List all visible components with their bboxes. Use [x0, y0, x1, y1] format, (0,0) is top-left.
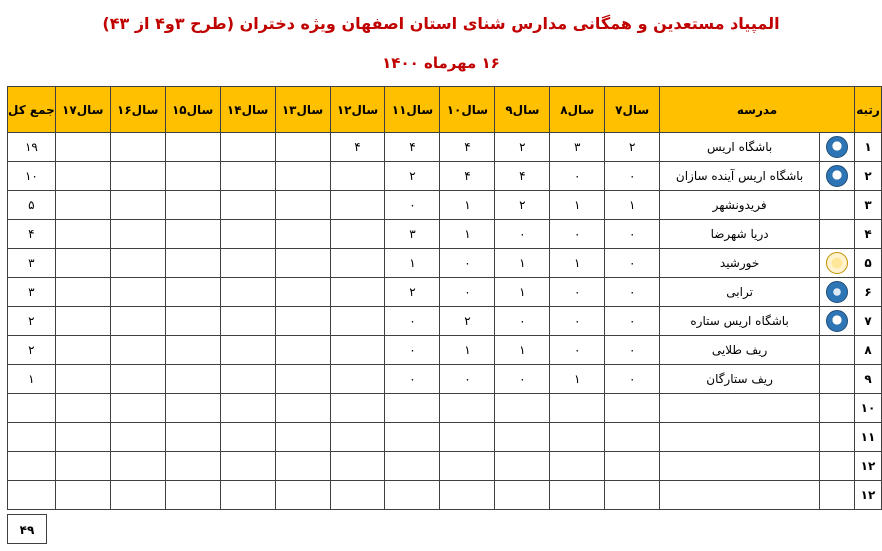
age-cell: [330, 191, 385, 220]
table-row: [8, 481, 882, 510]
age-cell: [550, 423, 605, 452]
header-age: ۱۷سال: [55, 87, 110, 133]
age-cell: ۰: [605, 249, 660, 278]
age-cell: [110, 162, 165, 191]
age-cell: ۰: [550, 220, 605, 249]
age-cell: ۰: [495, 220, 550, 249]
row-number: ۱۱: [854, 423, 881, 452]
row-number: ۹: [854, 365, 881, 394]
age-cell: [440, 394, 495, 423]
age-cell: [330, 278, 385, 307]
age-cell: ۴: [440, 133, 495, 162]
age-cell: [605, 481, 660, 510]
school-logo-cell: [820, 133, 855, 162]
age-cell: [165, 423, 220, 452]
age-cell: [495, 423, 550, 452]
age-cell: [330, 452, 385, 481]
age-cell: ۲: [605, 133, 660, 162]
age-cell: [165, 220, 220, 249]
school-name: [660, 394, 820, 423]
row-total: [8, 394, 56, 423]
school-name: باشگاه اریس آینده سازان: [660, 162, 820, 191]
age-cell: [220, 481, 275, 510]
row-number: ۳: [854, 191, 881, 220]
row-total: ۲: [8, 336, 56, 365]
age-cell: [165, 336, 220, 365]
age-cell: ۰: [605, 365, 660, 394]
age-cell: [220, 423, 275, 452]
row-number: ۱۲: [854, 481, 881, 510]
age-cell: [165, 481, 220, 510]
age-cell: [165, 394, 220, 423]
age-cell: [220, 365, 275, 394]
age-cell: ۲: [385, 278, 440, 307]
row-total: ۱۹: [8, 133, 56, 162]
age-cell: [55, 336, 110, 365]
school-logo-cell: [820, 336, 855, 365]
age-cell: [275, 249, 330, 278]
age-cell: [110, 423, 165, 452]
table-row: [8, 336, 882, 365]
age-cell: [330, 220, 385, 249]
school-name: ریف طلایی: [660, 336, 820, 365]
school-name: [660, 423, 820, 452]
row-total: ۱: [8, 365, 56, 394]
header-age: ۷سال: [605, 87, 660, 133]
page-title: المپیاد مستعدین و همگانی مدارس شنای استان اصفهان ویژه دختران (طرح ۳و۴ از ۴۳): [102, 14, 780, 33]
age-cell: [495, 394, 550, 423]
age-cell: [440, 423, 495, 452]
age-cell: [55, 220, 110, 249]
age-cell: [55, 365, 110, 394]
t-logo: [826, 281, 848, 303]
school-logo-cell: [820, 365, 855, 394]
age-cell: ۰: [440, 365, 495, 394]
age-cell: [110, 452, 165, 481]
age-cell: ۰: [605, 162, 660, 191]
age-cell: ۱: [550, 249, 605, 278]
age-cell: ۰: [495, 365, 550, 394]
header-age: ۱۴سال: [220, 87, 275, 133]
age-cell: ۰: [385, 336, 440, 365]
row-number: ۸: [854, 336, 881, 365]
table-row: [8, 452, 882, 481]
school-logo-cell: [820, 162, 855, 191]
row-number: ۱۰: [854, 394, 881, 423]
age-cell: [330, 336, 385, 365]
age-cell: [110, 336, 165, 365]
age-cell: ۰: [550, 162, 605, 191]
age-cell: ۱: [550, 365, 605, 394]
age-cell: ۱: [605, 191, 660, 220]
age-cell: [605, 394, 660, 423]
school-logo-cell: [820, 423, 855, 452]
age-cell: [165, 365, 220, 394]
age-cell: [550, 452, 605, 481]
age-cell: ۰: [605, 307, 660, 336]
school-logo-cell: [820, 452, 855, 481]
table-row: [8, 307, 882, 336]
age-cell: [385, 481, 440, 510]
row-number: ۱۲: [854, 452, 881, 481]
age-cell: [55, 191, 110, 220]
row-number: ۵: [854, 249, 881, 278]
row-total: ۲: [8, 307, 56, 336]
age-cell: [220, 452, 275, 481]
age-cell: ۲: [495, 191, 550, 220]
age-cell: ۰: [550, 307, 605, 336]
table-row: [8, 278, 882, 307]
age-cell: [55, 278, 110, 307]
table-row: [8, 423, 882, 452]
header-age: ۸سال: [550, 87, 605, 133]
age-cell: [275, 481, 330, 510]
age-cell: [55, 249, 110, 278]
age-cell: ۰: [550, 278, 605, 307]
age-cell: [220, 394, 275, 423]
header-age: ۹سال: [495, 87, 550, 133]
age-cell: ۰: [440, 249, 495, 278]
school-name: ریف ستارگان: [660, 365, 820, 394]
school-name: دریا شهرضا: [660, 220, 820, 249]
header-age: ۱۶سال: [110, 87, 165, 133]
age-cell: [385, 423, 440, 452]
age-cell: [275, 394, 330, 423]
page-date: ۱۶ مهرماه ۱۴۰۰: [382, 54, 500, 72]
age-cell: ۰: [550, 336, 605, 365]
age-cell: ۱: [495, 249, 550, 278]
age-cell: ۲: [385, 162, 440, 191]
age-cell: [220, 220, 275, 249]
age-cell: [220, 249, 275, 278]
club-logo: [826, 165, 848, 187]
age-cell: [605, 423, 660, 452]
age-cell: [220, 278, 275, 307]
age-cell: [55, 394, 110, 423]
school-name: ترابی: [660, 278, 820, 307]
age-cell: [275, 365, 330, 394]
age-cell: [55, 162, 110, 191]
age-cell: [220, 191, 275, 220]
header-age: ۱۱سال: [385, 87, 440, 133]
age-cell: ۱: [495, 278, 550, 307]
school-name: [660, 452, 820, 481]
age-cell: [165, 452, 220, 481]
table-row: [8, 249, 882, 278]
school-logo-cell: [820, 249, 855, 278]
age-cell: [605, 452, 660, 481]
age-cell: [550, 394, 605, 423]
age-cell: ۰: [605, 220, 660, 249]
age-cell: ۱: [385, 249, 440, 278]
age-cell: [110, 307, 165, 336]
club-logo: [826, 310, 848, 332]
age-cell: [330, 481, 385, 510]
age-cell: [275, 162, 330, 191]
age-cell: ۱: [440, 220, 495, 249]
school-logo-cell: [820, 394, 855, 423]
age-cell: ۳: [550, 133, 605, 162]
age-cell: [165, 307, 220, 336]
table-row: [8, 220, 882, 249]
table-row: [8, 191, 882, 220]
table-row: [8, 365, 882, 394]
age-cell: ۲: [440, 307, 495, 336]
school-name: فریدونشهر: [660, 191, 820, 220]
row-number: ۴: [854, 220, 881, 249]
school-name: خورشید: [660, 249, 820, 278]
age-cell: [440, 481, 495, 510]
age-cell: [330, 423, 385, 452]
age-cell: ۱: [440, 191, 495, 220]
age-cell: [275, 220, 330, 249]
age-cell: [275, 336, 330, 365]
school-name: باشگاه اریس: [660, 133, 820, 162]
age-cell: ۰: [495, 307, 550, 336]
age-cell: ۴: [330, 133, 385, 162]
age-cell: [330, 307, 385, 336]
age-cell: [110, 481, 165, 510]
row-total: [8, 423, 56, 452]
age-cell: [165, 278, 220, 307]
school-logo-cell: [820, 481, 855, 510]
age-cell: [55, 307, 110, 336]
row-total: ۳: [8, 278, 56, 307]
row-number: ۱: [854, 133, 881, 162]
header-age: ۱۲سال: [330, 87, 385, 133]
age-cell: ۱: [440, 336, 495, 365]
age-cell: [440, 452, 495, 481]
row-total: ۵: [8, 191, 56, 220]
age-cell: ۲: [495, 133, 550, 162]
age-cell: [55, 452, 110, 481]
age-cell: [275, 452, 330, 481]
school-name: باشگاه اریس ستاره: [660, 307, 820, 336]
header-rank: رتبه: [854, 87, 881, 133]
header-age: ۱۰سال: [440, 87, 495, 133]
age-cell: [330, 162, 385, 191]
table-row: [8, 162, 882, 191]
sun-logo: [826, 252, 848, 274]
age-cell: [165, 133, 220, 162]
table-row: [8, 394, 882, 423]
age-cell: ۰: [385, 365, 440, 394]
school-name: [660, 481, 820, 510]
school-logo-cell: [820, 307, 855, 336]
age-cell: [110, 133, 165, 162]
age-cell: [55, 481, 110, 510]
age-cell: ۱: [495, 336, 550, 365]
age-cell: [110, 394, 165, 423]
age-cell: ۰: [605, 278, 660, 307]
school-logo-cell: [820, 191, 855, 220]
age-cell: [110, 278, 165, 307]
age-cell: ۰: [440, 278, 495, 307]
age-cell: ۰: [385, 307, 440, 336]
age-cell: ۱: [550, 191, 605, 220]
header-total: جمع کل: [8, 87, 56, 133]
age-cell: [220, 336, 275, 365]
header-row: [8, 87, 882, 133]
age-cell: [220, 162, 275, 191]
row-number: ۷: [854, 307, 881, 336]
row-total: [8, 452, 56, 481]
age-cell: [110, 365, 165, 394]
header-age: ۱۳سال: [275, 87, 330, 133]
table-row: [8, 133, 882, 162]
header-school: مدرسه: [660, 87, 855, 133]
row-total: ۳: [8, 249, 56, 278]
age-cell: [165, 249, 220, 278]
row-total: [8, 481, 56, 510]
age-cell: [220, 307, 275, 336]
results-table: [7, 86, 882, 510]
grand-total: ۴۹: [7, 514, 47, 544]
age-cell: [55, 133, 110, 162]
row-number: ۶: [854, 278, 881, 307]
age-cell: [220, 133, 275, 162]
age-cell: [165, 162, 220, 191]
age-cell: [110, 220, 165, 249]
age-cell: [275, 423, 330, 452]
age-cell: [110, 249, 165, 278]
age-cell: ۰: [385, 191, 440, 220]
row-total: ۴: [8, 220, 56, 249]
age-cell: ۴: [495, 162, 550, 191]
age-cell: ۴: [440, 162, 495, 191]
age-cell: ۳: [385, 220, 440, 249]
age-cell: [275, 307, 330, 336]
age-cell: ۰: [605, 336, 660, 365]
age-cell: [275, 133, 330, 162]
age-cell: [275, 191, 330, 220]
club-logo: [826, 136, 848, 158]
age-cell: [275, 278, 330, 307]
age-cell: [385, 394, 440, 423]
row-number: ۲: [854, 162, 881, 191]
age-cell: [330, 249, 385, 278]
age-cell: [330, 394, 385, 423]
age-cell: [165, 191, 220, 220]
age-cell: [385, 452, 440, 481]
age-cell: [55, 423, 110, 452]
row-total: ۱۰: [8, 162, 56, 191]
age-cell: ۴: [385, 133, 440, 162]
age-cell: [110, 191, 165, 220]
age-cell: [495, 481, 550, 510]
school-logo-cell: [820, 220, 855, 249]
age-cell: [330, 365, 385, 394]
age-cell: [495, 452, 550, 481]
header-age: ۱۵سال: [165, 87, 220, 133]
age-cell: [550, 481, 605, 510]
school-logo-cell: [820, 278, 855, 307]
